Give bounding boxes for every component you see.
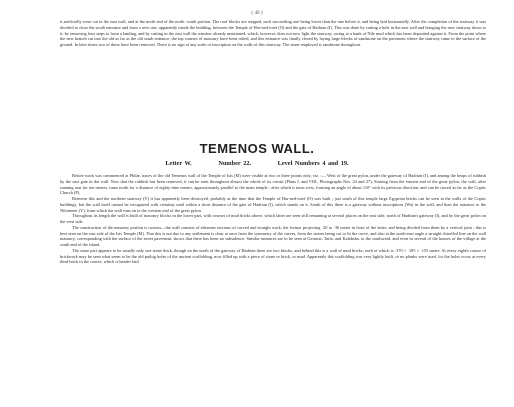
intro-paragraph (60, 19, 486, 48)
section-levels: Level Numbers 4 and 19. (277, 160, 349, 167)
section-subtitle (0, 160, 514, 167)
section-number: Number 22. (218, 160, 252, 167)
page-number: ( 40 ) (251, 10, 263, 16)
body-paragraph: The construction of the masonry portion is curious—the wall consists of alternate sections of curved and straight work, the former projecting ·20 to ·30 metre in front of the latter, and being divided from them by a vertical joint ; this is best seen on the east side of the Isis Temple (M). That this is not due to any settlement is clear at once from the symmetry of the curves, from the stones being cut to fit the curve, and also at the north-east angle a straight chiselled line on the wall masonry, corresponding with the surface of the street pavement, shows that there has been no subsidence. Similar instances are to be seen at Gertassi, Taifa, and Kalabsha, to the southward, and even in several of the houses of the village at the south end of the island. (60, 224, 486, 247)
section-title: TEMENOS WALL. (199, 141, 315, 156)
body-paragraph: The stone part appears to be usually only one stone thick, though on the north of the gateway of Hadrian there are two blocks, and behind this is a wall of mud bricks, each of which is ·370 × ·185 × ·155 metre. At every eighth course of brickwork may be seen what seem to be the old putlog holes of the ancient scaffolding, now filled up with a piece of stone or brick, or mud. Apparently this scaffolding was very lightly built, or no planks were used, for the holes occur at every third brick in the course, which is header laid. (60, 247, 486, 265)
intro-paragraph-text: it artificially were cut in the east wall, and at the north end of the north -south portion. The roof blocks are stepped, each succeeding one being lower than the one before it, and being laid horizontally. After the completion of the stairway it was decided to close the south entrance and form a new one, apparently inside the building, between the Temple of Har-ned-iotef (O) and the gate of Hadrian (I). This was done by cutting a hole in the east wall and bringing the new stairway down to it, by removing four steps to form a landing, and by cutting in the east wall the window already mentioned, which, however, does not now light the stairway, owing to a bank of Nile mud which has been deposited against it. From the point where the new branch cut into the old as far as the old south entrance, the top courses of masonry have been robed, and this entrance was finally closed by laying large blocks of sandstone on the pavement where the stairway came to the surface of the ground. In later times two of these have been removed. There is no sign of any scale or inscription on the walls of this stairway. The stone employed is sandstone throughout. (60, 19, 486, 47)
section-body (60, 173, 486, 265)
body-paragraph: Between this and the northern stairway (V) it has apparently been destroyed, probably at the time that the Temple of Har-ned-iotef (O) was built ; just south of this temple large Egyptian bricks can be seen in the walls of the Coptic buildings, but the wall itself cannot be recognized with certainty until within a short distance of the gate of Hadrian (I), which stands on it. South of this there is a gateway without inscriptions (Wa) in the wall, and then the entrance to the Nilometer (V), from which the wall runs on to the western end of the great pylon. (60, 196, 486, 213)
body-paragraph: Throughout its length the wall is built of masonry blocks in the lower part, with courses of mud bricks above, which latter are seen still remaining at several places on the east side, north of Hadrian's gateway (I), and by the great pylon on the west side. (60, 213, 486, 224)
body-paragraph: Before work was commenced at Philæ, traces of the old Temenos wall of the Temple of Isis (M) were visible at two or three points only, viz. :— West of the great pylon, under the gateway of Hadrian (I), and among the heaps of rubbish by the east gate in the wall. Now that the rubbish has been removed, it can be seen throughout almost the whole of its circuit (Plans I. and VIII., Photographs Nos. 24 and 27). Starting from the eastern end of the great pylon, the wall, after running east for ten metres, turns north for a distance of eighty-nine metres, approximately parallel to the main temple ; after which it turns west, forming an angle of about 110° with its previous direction, and can be traced as far as the Coptic Church (P). (60, 173, 486, 196)
section-letter: Letter W. (165, 160, 192, 167)
